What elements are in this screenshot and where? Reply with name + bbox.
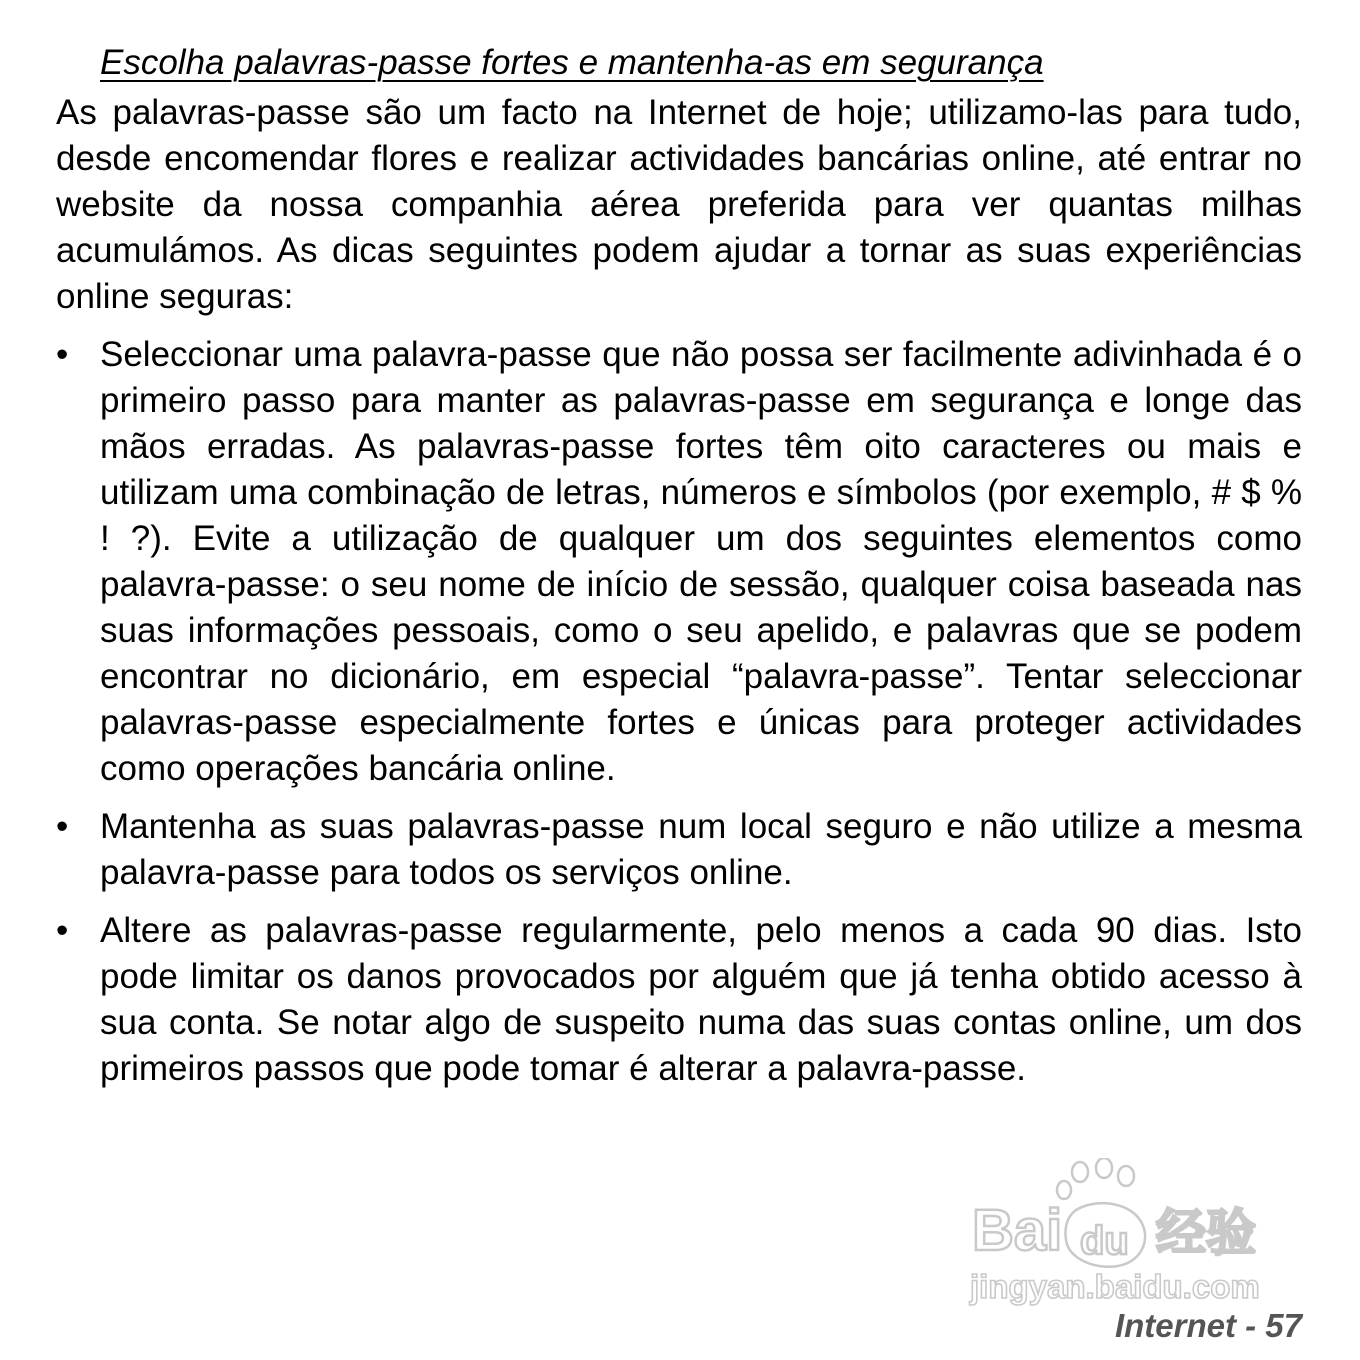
paw-icon — [1057, 1158, 1134, 1199]
watermark-brand-left: Bai — [972, 1198, 1063, 1263]
list-item-text: Mantenha as suas palavras-passe num local seguro e não utilize a mesma palavra-passe para todos os serviços online. — [100, 807, 1302, 892]
bullet-icon: • — [56, 807, 69, 846]
page-footer — [1115, 1303, 1302, 1349]
document-page — [56, 40, 1302, 1104]
page-number: 57 — [1265, 1307, 1302, 1344]
footer-chapter: Internet - — [1114, 1307, 1266, 1344]
list-item — [56, 804, 1302, 896]
list-item-text: Seleccionar uma palavra-passe que não possa ser facilmente adivinhada é o primeiro passo para manter as palavras-passe em segurança e longe das mãos erradas. As palavras-passe fortes têm oito caracteres ou mais e utilizam uma combinação de letras, números e símbolos (por exemplo, # $ % ! ?). Evite a utilização de qualquer um dos seguintes elementos como palavra-passe: o seu nome de início de sessão, qualquer coisa baseada nas suas informações pessoais, como o seu apelido, e palavras que se podem encontrar no dicionário, em especial “palavra-passe”. Tentar seleccionar palavras-passe especialmente fortes e únicas para proteger actividades como operações bancária online. — [100, 335, 1302, 788]
section-heading: Escolha palavras-passe fortes e mantenha-as em segurança — [100, 43, 1044, 82]
baidu-watermark — [968, 1158, 1288, 1308]
bullet-icon: • — [56, 335, 69, 374]
watermark-url: jingyan.baidu.com — [970, 1268, 1260, 1305]
list-item-text: Altere as palavras-passe regularmente, pelo menos a cada 90 dias. Isto pode limitar os danos provocados por alguém que já tenha obtido acesso à sua conta. Se notar algo de suspeito numa das suas contas online, um dos primeiros passos que pode tomar é alterar a palavra-passe. — [100, 911, 1302, 1088]
watermark-paw-badge — [1065, 1203, 1145, 1267]
list-item — [56, 908, 1302, 1092]
watermark-brand-cn: 经验 — [1156, 1205, 1256, 1261]
tips-list — [56, 332, 1302, 1092]
watermark-graphic — [968, 1158, 1288, 1308]
list-item — [56, 332, 1302, 792]
intro-paragraph: As palavras-passe são um facto na Internet de hoje; utilizamo-las para tudo, desde encomendar flores e realizar actividades bancárias online, até entrar no website da nossa companhia aérea preferida para ver quantas milhas acumulámos. As dicas seguintes podem ajudar a tornar as suas experiências online seguras: — [56, 93, 1302, 316]
bullet-icon: • — [56, 911, 69, 950]
watermark-brand-right: du — [1080, 1219, 1129, 1263]
